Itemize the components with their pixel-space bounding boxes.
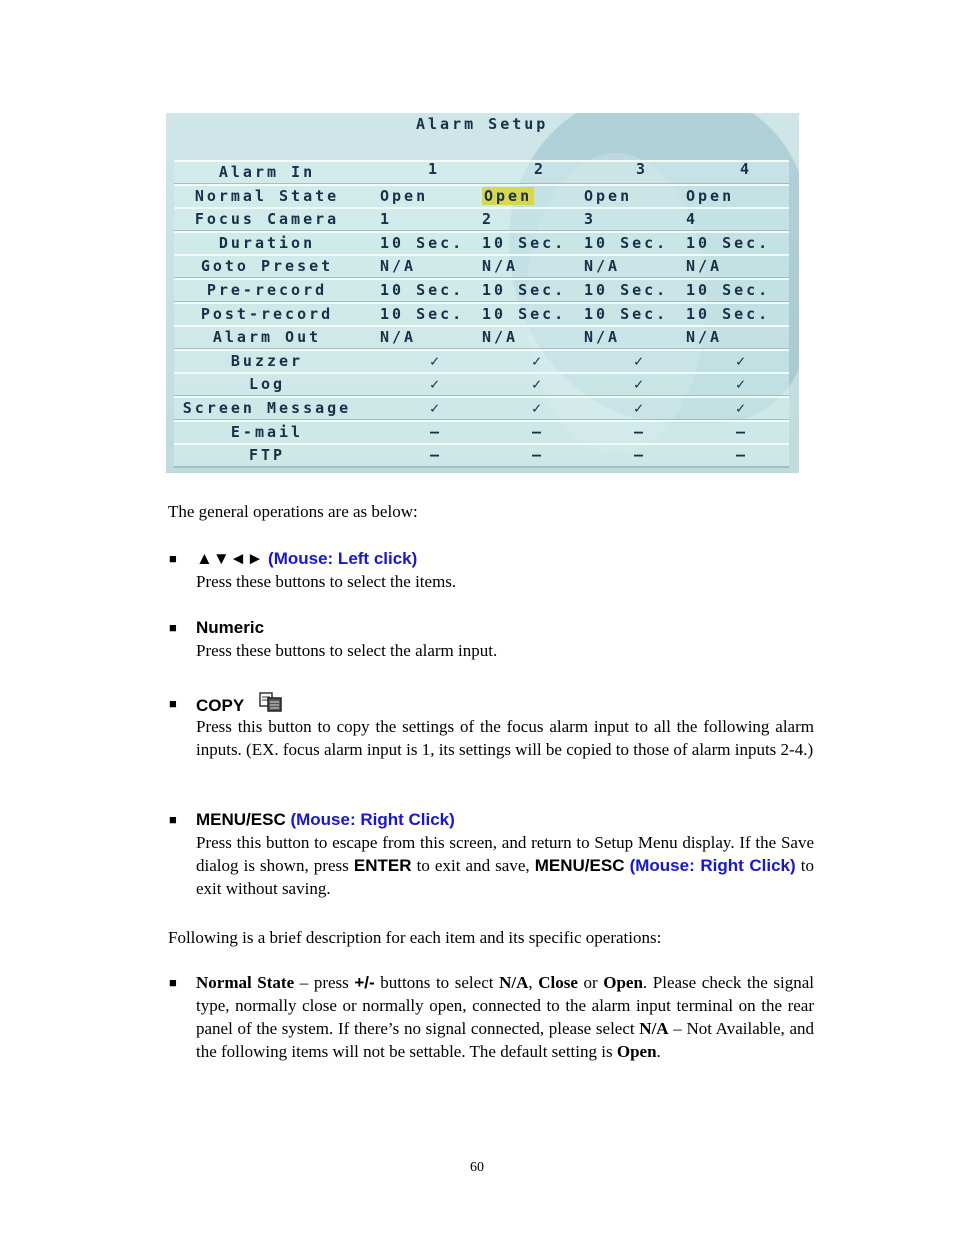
osd-cell: – bbox=[532, 446, 545, 465]
osd-row-label: Normal State bbox=[194, 186, 340, 205]
osd-cell: 10 Sec. bbox=[380, 304, 465, 323]
arrow-keys: ▲▼◄► bbox=[196, 549, 264, 568]
osd-cell: 10 Sec. bbox=[584, 281, 669, 299]
menu-label: MENU/ESC bbox=[196, 810, 286, 829]
osd-column-header: 4 bbox=[740, 160, 753, 178]
osd-cell: ✓ bbox=[430, 351, 443, 370]
arrows-heading bbox=[196, 547, 417, 570]
numeric-description: Press these buttons to select the alarm input. bbox=[196, 641, 498, 660]
option-close: Close bbox=[538, 973, 578, 992]
bullet-icon: ■ bbox=[169, 812, 177, 827]
osd-row bbox=[174, 184, 789, 209]
osd-cell: 2 bbox=[482, 210, 495, 229]
osd-cell: – bbox=[532, 422, 545, 441]
osd-title: Alarm Setup bbox=[416, 115, 549, 133]
osd-cell: N/A bbox=[686, 257, 723, 276]
osd-cell: 10 Sec. bbox=[686, 233, 771, 252]
copy-description: Press this button to copy the settings of the focus alarm input to all the following alarm inputs. (EX. focus alarm input is 1, its settings will be copied to those of alarm inputs 2-4.) bbox=[196, 717, 814, 759]
arrows-mouse-hint: (Mouse: Left click) bbox=[268, 549, 418, 568]
menu-mouse-hint: (Mouse: Right Click) bbox=[290, 810, 455, 829]
bullet-icon: ■ bbox=[169, 696, 177, 711]
osd-cell: ✓ bbox=[532, 351, 545, 370]
osd-column-header: 2 bbox=[534, 160, 547, 178]
osd-row-label: Goto Preset bbox=[200, 257, 334, 276]
menu-heading bbox=[196, 808, 455, 831]
option-na: N/A bbox=[639, 1019, 669, 1038]
normal-state-description bbox=[196, 971, 814, 1063]
osd-row bbox=[174, 443, 789, 468]
osd-cell: Open bbox=[584, 186, 633, 205]
osd-cell: ✓ bbox=[736, 375, 749, 394]
osd-cell: – bbox=[736, 446, 749, 465]
osd-row bbox=[174, 349, 789, 374]
menu-desc-part: Press this button to escape from this screen, and return to Setup Menu display. If the Save dialog is shown, press bbox=[196, 833, 814, 875]
osd-row-label: Screen Message bbox=[182, 399, 352, 417]
osd-row-label: Alarm Out bbox=[212, 328, 322, 347]
osd-row bbox=[174, 420, 789, 445]
osd-row bbox=[174, 302, 789, 327]
osd-cell: 10 Sec. bbox=[584, 304, 669, 323]
osd-row bbox=[174, 396, 789, 421]
osd-cell: 10 Sec. bbox=[482, 281, 567, 299]
text-part: – press bbox=[294, 973, 355, 992]
copy-icon bbox=[259, 692, 283, 712]
osd-column-header: 3 bbox=[636, 160, 649, 178]
osd-cell: ✓ bbox=[634, 375, 647, 394]
text-part: buttons to select bbox=[374, 973, 500, 992]
bullet-icon: ■ bbox=[169, 620, 177, 635]
osd-cell: 10 Sec. bbox=[482, 304, 567, 323]
osd-cell: ✓ bbox=[430, 375, 443, 394]
osd-row bbox=[174, 254, 789, 279]
intro-text: The general operations are as below: bbox=[168, 502, 418, 521]
osd-cell: ✓ bbox=[532, 375, 545, 394]
osd-cell: ✓ bbox=[634, 351, 647, 370]
osd-cell: N/A bbox=[584, 257, 621, 276]
option-na: N/A bbox=[499, 973, 529, 992]
menu-desc-part: to exit and save, bbox=[411, 856, 535, 875]
osd-cell: ✓ bbox=[634, 399, 647, 417]
osd-cell: ✓ bbox=[532, 399, 545, 417]
osd-row bbox=[174, 278, 789, 303]
text-part: or bbox=[577, 973, 604, 992]
osd-row-label: Post-record bbox=[200, 304, 334, 323]
bullet-icon: ■ bbox=[169, 975, 177, 990]
page-number: 60 bbox=[470, 1160, 484, 1175]
copy-heading bbox=[196, 692, 283, 717]
term-normal-state: Normal State bbox=[196, 973, 295, 992]
osd-cell: 10 Sec. bbox=[380, 281, 465, 299]
osd-row-label: Alarm In bbox=[218, 163, 316, 181]
text-part: . Please check the signal type, normally close or normally open, connected to the alarm input terminal on the rear panel of the system. If there’s no signal connected, please select bbox=[196, 973, 815, 1038]
osd-cell: – bbox=[634, 446, 647, 465]
osd-cell: N/A bbox=[482, 257, 519, 276]
text-part: . bbox=[656, 1042, 661, 1061]
menu-desc-part: to exit without saving. bbox=[196, 856, 814, 898]
text-part: , bbox=[528, 973, 539, 992]
osd-cell: 10 Sec. bbox=[584, 233, 669, 252]
osd-cell: ✓ bbox=[736, 399, 749, 417]
osd-cell: 3 bbox=[584, 210, 597, 229]
osd-row-label: Pre-record bbox=[206, 281, 328, 299]
osd-cell: N/A bbox=[686, 328, 723, 347]
osd-cell: Open bbox=[686, 186, 735, 205]
numeric-heading: Numeric bbox=[196, 618, 265, 637]
plus-minus-key: +/- bbox=[354, 973, 375, 992]
osd-cell: – bbox=[430, 446, 443, 465]
osd-cell: 10 Sec. bbox=[686, 304, 771, 323]
osd-cell: 10 Sec. bbox=[380, 233, 465, 252]
osd-row bbox=[174, 325, 789, 350]
osd-column-header: 1 bbox=[428, 160, 441, 178]
osd-row-label: FTP bbox=[248, 446, 286, 465]
osd-cell: N/A bbox=[584, 328, 621, 347]
osd-cell: Open bbox=[380, 186, 429, 205]
osd-cell: – bbox=[634, 422, 647, 441]
menu-key: MENU/ESC bbox=[534, 856, 625, 875]
osd-row-label: E-mail bbox=[230, 422, 304, 441]
default-open: Open bbox=[616, 1042, 657, 1061]
osd-cell: 1 bbox=[380, 210, 393, 229]
osd-row-label: Log bbox=[248, 375, 286, 394]
osd-cell: – bbox=[430, 422, 443, 441]
osd-cell: N/A bbox=[482, 328, 519, 347]
osd-cell: N/A bbox=[380, 257, 417, 276]
text-part: – Not Available, and the following items will not be settable. The default setting is bbox=[196, 1019, 814, 1061]
enter-key: ENTER bbox=[353, 856, 412, 875]
menu-description bbox=[196, 831, 814, 900]
osd-cell: ✓ bbox=[736, 351, 749, 370]
arrows-description: Press these buttons to select the items. bbox=[196, 572, 457, 591]
osd-row bbox=[174, 207, 789, 232]
osd-cell: N/A bbox=[380, 328, 417, 347]
copy-label: COPY bbox=[196, 696, 244, 715]
osd-row-label: Focus Camera bbox=[194, 210, 340, 229]
osd-row-label: Duration bbox=[218, 233, 316, 252]
menu-mouse-hint-inline: (Mouse: Right Click) bbox=[629, 856, 796, 875]
osd-cell: 10 Sec. bbox=[686, 281, 771, 299]
option-open: Open bbox=[603, 973, 643, 992]
osd-cell: 10 Sec. bbox=[482, 233, 567, 252]
osd-row bbox=[174, 160, 789, 185]
alarm-setup-screenshot bbox=[166, 113, 799, 473]
osd-cell: ✓ bbox=[430, 399, 443, 417]
bullet-icon: ■ bbox=[169, 551, 177, 566]
osd-cell: Open bbox=[484, 186, 533, 205]
osd-row-label: Buzzer bbox=[230, 351, 304, 370]
following-text: Following is a brief description for each item and its specific operations: bbox=[168, 928, 662, 947]
osd-row bbox=[174, 231, 789, 256]
osd-row bbox=[174, 372, 789, 397]
osd-cell: – bbox=[736, 422, 749, 441]
osd-cell: 4 bbox=[686, 210, 699, 229]
